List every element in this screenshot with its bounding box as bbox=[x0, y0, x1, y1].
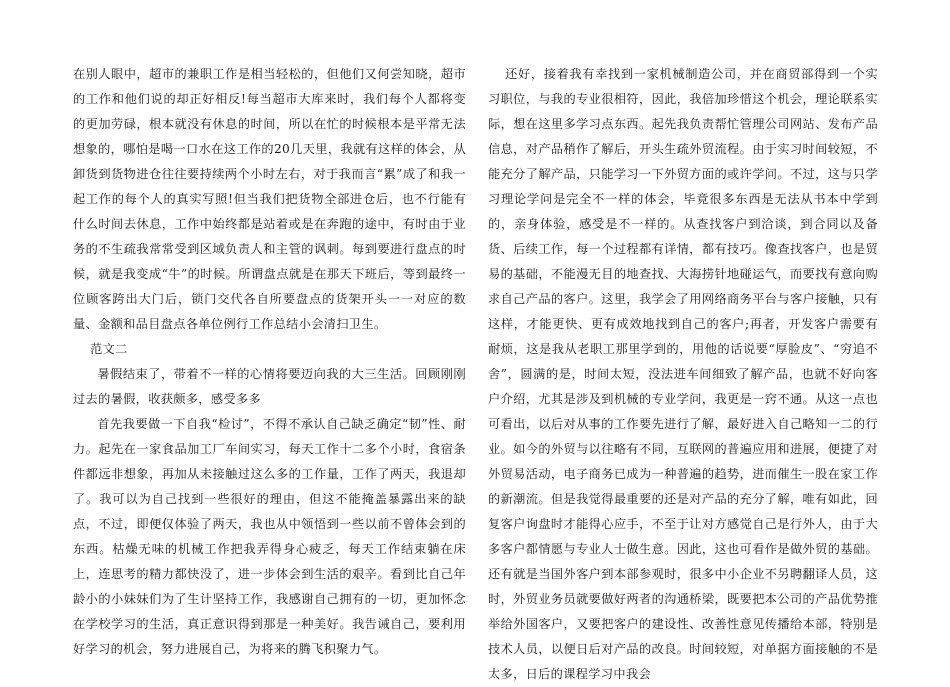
left-paragraph-2: 暑假结束了，带着不一样的心情将要迈向我的大三生活。回顾刚刚过去的暑假，收获颇多，感受多多 bbox=[73, 367, 466, 406]
left-paragraph-3: 首先我要做一下自我“检讨”，不得不承认自己缺乏确定“韧”性、耐力。起先在一家食品加工厂车间实习，每天工作十二多个小时，食宿条件都远非想象，再加从未接触过这么多的工作量，工作了两天，我退却了。我可以为自己找到一些很好的理由，但这不能掩盖暴露出来的缺点，不过，即便仅体验了两天，我也从中领悟到一些以前不曾体会到的东西。枯燥无味的机械工作把我弄得身心疲乏，每天工作结束躺在床上，连思考的精力都快没了，进一步体会到生活的艰辛。看到比自己年龄小的小妹妹们为了生计坚持工作，我感谢自己拥有的一切，更加怀念在学校学习的生活，真正意识得到那是一种美好。我告诫自己，要利用好学习的机会，努力进展自己，为将来的腾飞积聚力气。 bbox=[73, 417, 466, 656]
right-paragraph-1: 还好，接着我有幸找到一家机械制造公司，并在商贸部得到一个实习职位，与我的专业很相符，因此，我倍加珍惜这个机会，理论联系实际，想在这里多学习点东西。起先我负责帮忙管理公司网站、发布产品信息，对产品稍作了解后，开头生疏外贸流程。由于实习时间较短，不能充分了解产品，只能学习一下外贸方面的或许学问。不过，这与只学习理论学问是完全不一样的体会，毕竟很多东西是无法从书本中学到的，亲身体验，感受是不一样的。从查找客户到洽谈，到合同以及备货、后续工作，每一个过程都有详情，都有技巧。像查找客户，也是贸易的基础，不能漫无目的地查找、大海捞针地碰运气，而要找有意向购求自己产品的客户。这里，我学会了用网络商务平台与客户接触，只有这样，才能更快、更有成效地找到自己的客户;再者，开发客户需要有耐烦，这是我从老职工那里学到的，用他的话说要“厚脸皮”、“穷追不舍”，圆满的是，时间太短，没法进车间细致了解产品，也就不好向客户介绍，尤其是涉及到机械的专业学问，我更是一窍不通。从这一点也可看出，以后对从事的工作要先进行了解，最好进入自己略知一二的行业。如今的外贸与以往略有不同，互联网的普遍应用和进展，便捷了对外贸易活动，电子商务已成为一种普遍的趋势，进而催生一股在家工作的新潮流。但是我觉得最重要的还是对产品的充分了解，唯有如此，回复客户询盘时才能得心应手，不至于让对方感觉自己是行外人，由于大多客户都情愿与专业人士做生意。因此，这也可看作是做外贸的基础。还有就是当国外客户到本部参观时，很多中小企业不另聘翻译人员，这时，外贸业务员就要做好两者的沟通桥梁，既要把本公司的产品优势推举给外国客户，又要把客户的建设性、改善性意见传播给本部，特别是技术人员，以便日后对产品的改良。时间较短，对单据方面接触的不是太多，日后的课程学习中我会 bbox=[488, 67, 878, 681]
left-paragraph-1: 在别人眼中，超市的兼职工作是相当轻松的，但他们又何尝知晓，超市的工作和他们说的却正好相反!每当超市大库来时，我们每个人都将变的更加劳碌，根本就没有休息的时间，所以在忙的时候根本是平常无法想象的，哪怕是喝一口水在这工作的20几天里，我就有这样的体会，从卸货到货物进仓往往要持续两个小时左右，对于我而言“累”成了和我一起工作的每个人的真实写照!但当我们把货物全部进仓后，也不行能有什么时间去休息，工作中始终都是站着或是在奔跑的途中，有时由于业务的不生疏我常常受到区域负责人和主管的讽刺。每到要进行盘点的时候，就是我变成“牛”的时候。所谓盘点就是在那天下班后，等到最终一位顾客跨出大门后，锁门交代各自所要盘点的货架开头一一对应的数量、金额和品目盘点各单位例行工作总结小会清扫卫生。 bbox=[73, 67, 466, 331]
right-column bbox=[488, 62, 878, 687]
left-column bbox=[73, 62, 466, 662]
section-heading-fanwen-er: 范文二 bbox=[90, 342, 128, 356]
